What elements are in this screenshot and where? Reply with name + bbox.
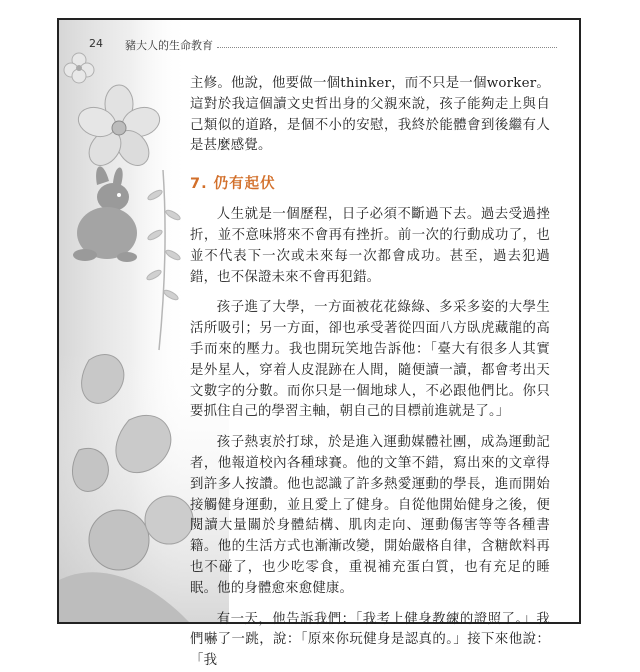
paragraph: 孩子熱衷於打球，於是進入運動媒體社團，成為運動記者，他報道校內各種球賽。他的文筆不錯，寫出來的文章得到許多人按讚。他也認識了許多熱愛運動的學長，進而開始接觸健身運動，並且愛上了健身。自從他開始健身之後，便閱讀大量關於身體結構、肌肉走向、運動傷害等等各種書籍。他的生活方式也漸漸改變，開始嚴格自律，含糖飲料再也不碰了，也少吃零食，重視補充蛋白質，也有充足的睡眠。他的身體愈來愈健康。: [190, 435, 550, 596]
page-header: [89, 37, 559, 57]
section-title: 7. 仍有起伏: [190, 176, 276, 193]
book-page: [57, 18, 581, 669]
paragraph: 主修。他說，他要做一個thinker，而不只是一個worker。這對於我這個讀文史哲出身的父親來說，孩子能夠走上與自己類似的道路，是個不小的安慰，我終於能體會到後繼有人是甚麼感覺。: [190, 76, 550, 154]
paragraph: 有一天，他告訴我們：「我考上健身教練的證照了。」我們嚇了一跳，說：「原來你玩健身是認真的。」接下來他說：「我: [190, 611, 550, 669]
page-number: 24: [89, 37, 103, 50]
book-title: 豬大人的生命教育: [125, 39, 213, 52]
paragraph: 孩子進了大學，一方面被花花綠綠、多采多姿的大學生活所吸引；另一方面，卻也承受著從四面八方臥虎藏龍的高手而來的壓力。我也開玩笑地告訴他：「臺大有很多人其實是外星人，穿着人皮混跡在人間，隨便讀一讀，都會考出天文數字的分數。而你只是一個地球人，不必跟他們比。你只要抓住自己的學習主軸，朝自己的目標前進就是了。」: [190, 300, 550, 420]
page-content: [190, 74, 550, 672]
header-rule: [217, 47, 557, 48]
paragraph: 人生就是一個歷程，日子必須不斷過下去。過去受過挫折，並不意味將來不會再有挫折。前一次的行動成功了，也並不代表下一次或未來每一次都會成功。甚至，過去犯過錯，也不保證未來不會再犯錯。: [190, 207, 550, 285]
